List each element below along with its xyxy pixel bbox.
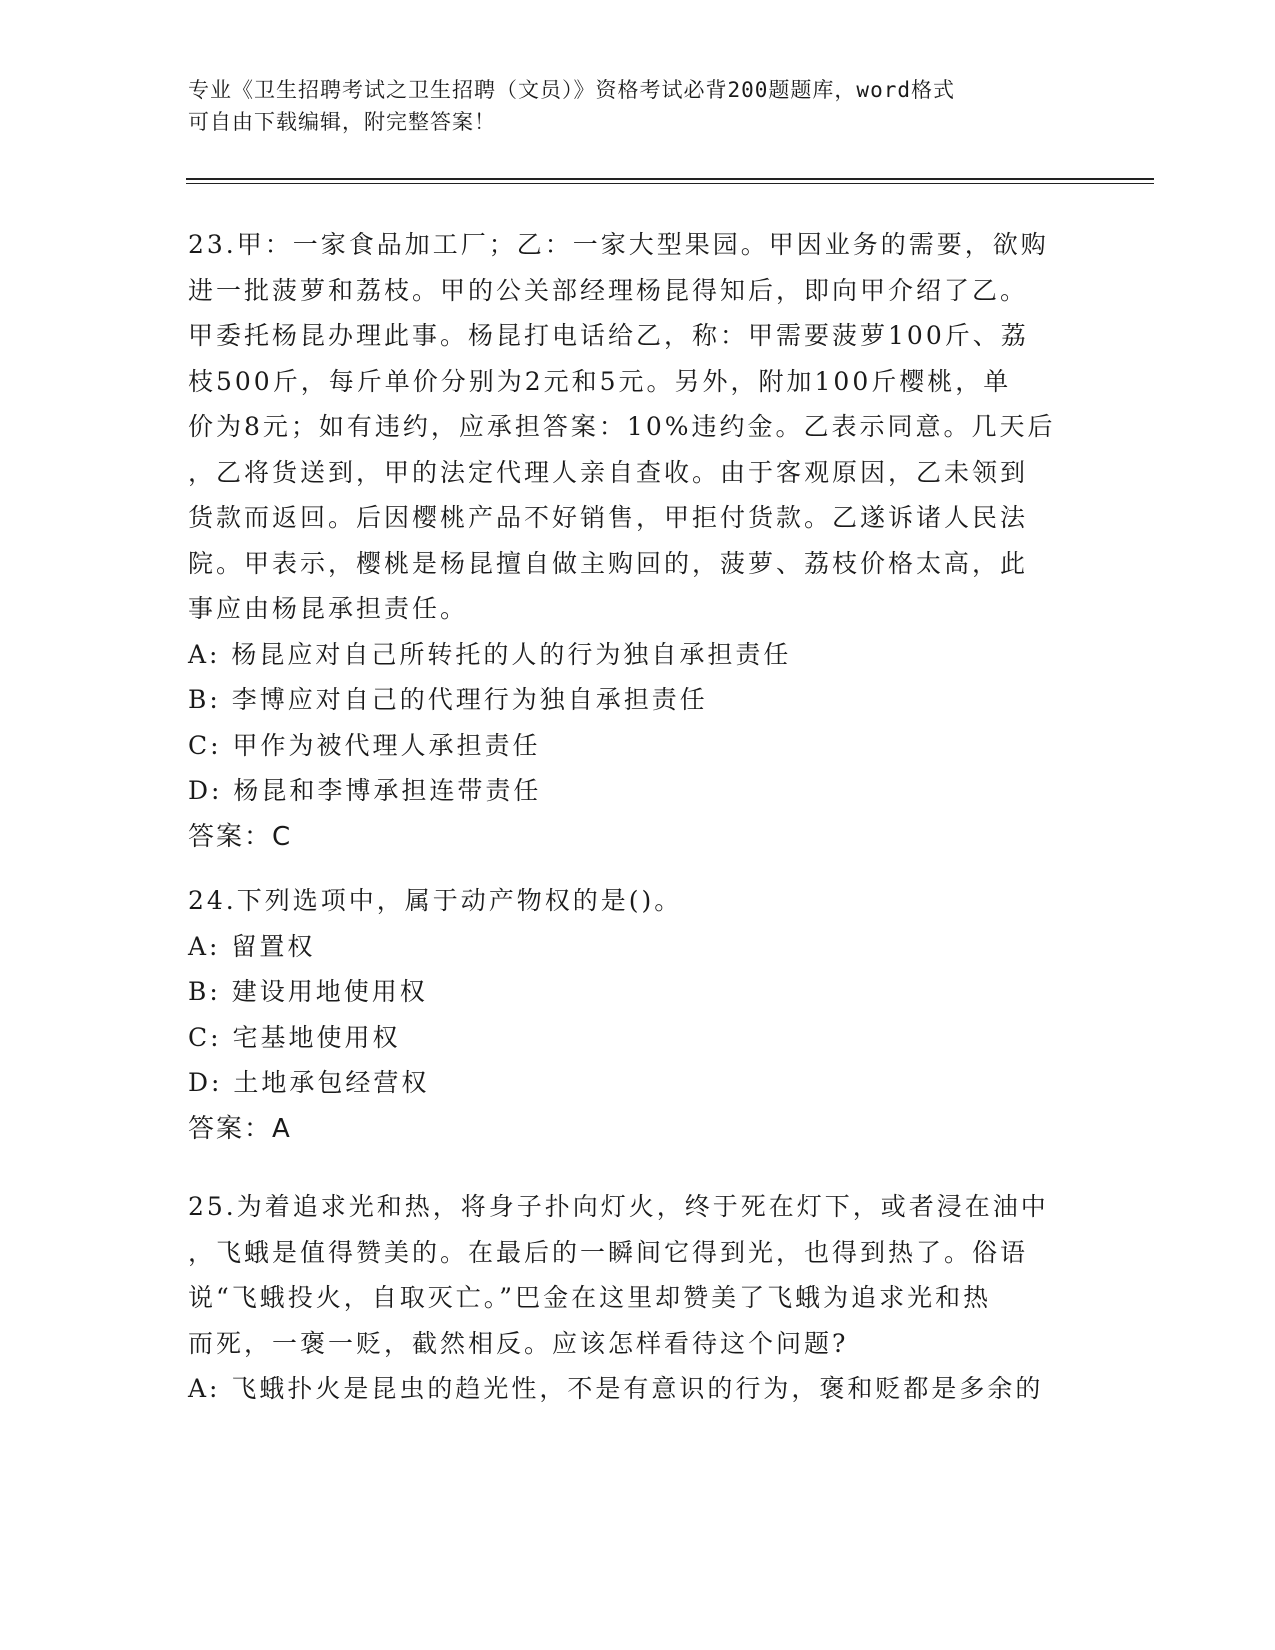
- question-stem-line: 说“飞蛾投火，自取灭亡。”巴金在这里却赞美了飞蛾为追求光和热: [188, 1283, 992, 1312]
- question-24: [188, 878, 1088, 1152]
- question-stem-line: 枝500斤，每斤单价分别为2元和5元。另外，附加100斤樱桃，单: [188, 366, 1012, 396]
- question-stem-line: 甲委托杨昆办理此事。杨昆打电话给乙，称：甲需要菠萝100斤、荔: [188, 321, 1029, 350]
- option-c: C: 宅基地使用权: [188, 1022, 401, 1052]
- question-stem-line: ，乙将货送到，甲的法定代理人亲自查收。由于客观原因，乙未领到: [188, 457, 1029, 487]
- option-b: B: 李博应对自己的代理行为独自承担责任: [188, 685, 708, 714]
- option-d: D: 土地承包经营权: [188, 1068, 430, 1097]
- question-stem-line: 23.甲：一家食品加工厂；乙：一家大型果园。甲因业务的需要，欲购: [188, 230, 1049, 259]
- question-25: [188, 1184, 1088, 1412]
- option-a: A: 飞蛾扑火是昆虫的趋光性，不是有意识的行为，褒和贬都是多余的: [188, 1374, 1044, 1403]
- question-stem-line: 进一批菠萝和荔枝。甲的公关部经理杨昆得知后，即向甲介绍了乙。: [188, 275, 1029, 305]
- question-23: [188, 222, 1088, 860]
- header-divider-thin: [186, 183, 1154, 184]
- header-divider-thick: [186, 178, 1154, 180]
- header-title-line-1: 专业《卫生招聘考试之卫生招聘（文员）》资格考试必背200题题库，word格式: [188, 78, 955, 102]
- option-a: A: 留置权: [188, 931, 316, 961]
- option-c: C: 甲作为被代理人承担责任: [188, 730, 541, 760]
- question-stem-line: 价为8元；如有违约，应承担答案：10%违约金。乙表示同意。几天后: [188, 412, 1056, 441]
- question-stem-line: 事应由杨昆承担责任。: [188, 594, 469, 623]
- question-stem-line: ，飞蛾是值得赞美的。在最后的一瞬间它得到光，也得到热了。俗语: [188, 1237, 1029, 1267]
- question-stem-line: 25.为着追求光和热，将身子扑向灯火，终于死在灯下，或者浸在油中: [188, 1192, 1049, 1221]
- answer-label: 答案：A: [188, 1113, 292, 1144]
- header-title-line-2: 可自由下载编辑，附完整答案！: [188, 110, 496, 134]
- option-d: D: 杨昆和李博承担连带责任: [188, 776, 542, 805]
- option-b: B: 建设用地使用权: [188, 977, 428, 1006]
- question-stem-line: 而死，一褒一贬，截然相反。应该怎样看待这个问题?: [188, 1328, 849, 1358]
- answer-label: 答案：C: [188, 821, 293, 852]
- question-stem-line: 货款而返回。后因樱桃产品不好销售，甲拒付货款。乙遂诉诸人民法: [188, 503, 1029, 532]
- question-stem-line: 院。甲表示，樱桃是杨昆擅自做主购回的，菠萝、荔枝价格太高，此: [188, 548, 1029, 578]
- document-header: [188, 74, 1068, 138]
- option-a: A: 杨昆应对自己所转托的人的行为独自承担责任: [188, 639, 792, 669]
- question-stem-line: 24.下列选项中，属于动产物权的是()。: [188, 886, 683, 915]
